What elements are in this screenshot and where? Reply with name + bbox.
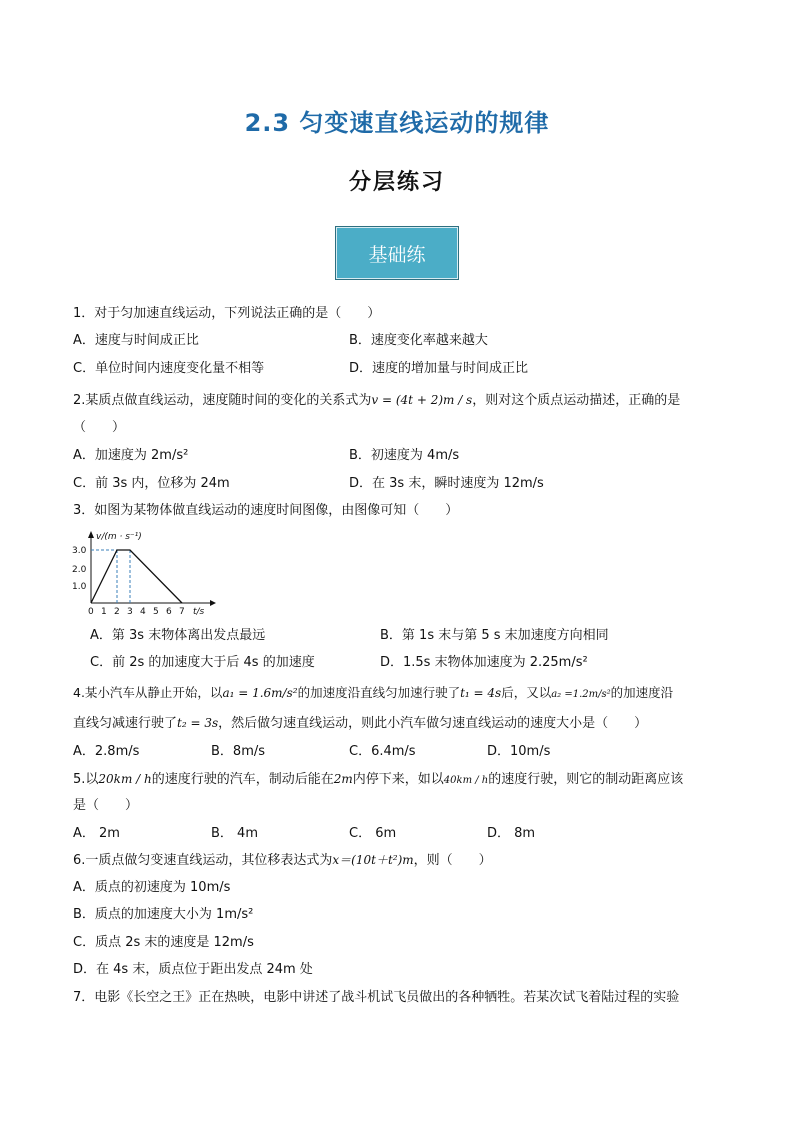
- question-4-text: 的加速度沿直线匀加速行驶了: [297, 685, 461, 700]
- question-3-option-d: D．1.5s 末物体加速度为 2.25m/s²: [380, 655, 588, 670]
- question-4-line-1: [73, 684, 673, 704]
- page-subtitle: 分层练习: [348, 170, 445, 195]
- question-6-text: ，则（ ）: [413, 853, 492, 868]
- question-4-text: 4.某小汽车从静止开始，以: [73, 685, 223, 700]
- question-2-option-d: D．在 3s 末，瞬时速度为 12m/s: [349, 476, 544, 491]
- question-2-formula: v = (4t + 2)m / s: [371, 393, 473, 407]
- question-4-text: 的加速度沿: [610, 685, 674, 700]
- question-5-option-b: B． 4m: [211, 826, 258, 841]
- question-6-option-b: B．质点的加速度大小为 1m/s²: [73, 907, 254, 922]
- question-4-text: 直线匀减速行驶了: [73, 716, 178, 731]
- x-tick-7: 7: [179, 607, 185, 617]
- question-4-option-d: D．10m/s: [487, 744, 551, 759]
- question-4-a2: a₂ =1.2m/s²: [551, 689, 611, 700]
- question-1-option-c: C．单位时间内速度变化量不相等: [73, 361, 265, 376]
- question-4-option-c: C．6.4m/s: [349, 744, 416, 759]
- question-5-line-1: [73, 770, 683, 790]
- question-5-text: 的速度行驶，则它的制动距离应该: [488, 772, 684, 787]
- question-1-option-d: D．速度的增加量与时间成正比: [349, 361, 529, 376]
- question-6-stem: [73, 851, 492, 870]
- question-4-t1: t₁ = 4s: [460, 686, 502, 700]
- question-6-option-a: A．质点的初速度为 10m/s: [73, 880, 231, 895]
- x-tick-6: 6: [166, 607, 172, 617]
- question-2-stem-pre: 2.某质点做直线运动，速度随时间的变化的关系式为: [73, 393, 372, 408]
- question-4-text: ，然后做匀速直线运动，则此小汽车做匀速直线运动的速度大小是（ ）: [218, 716, 648, 731]
- x-tick-3: 3: [127, 607, 133, 617]
- section-badge: 基础练: [335, 226, 459, 280]
- question-1-option-b: B．速度变化率越来越大: [349, 333, 488, 348]
- question-4-a1: a₁ = 1.6m/s²: [222, 686, 298, 700]
- question-7-stem: 7．电影《长空之王》正在热映，电影中讲述了战斗机试飞员做出的各种牺牲。若某次试飞着陆过程的实验: [73, 990, 680, 1005]
- question-4-option-a: A．2.8m/s: [73, 744, 140, 759]
- question-5-text: 5.以: [73, 772, 99, 787]
- velocity-time-graph: [70, 528, 220, 620]
- question-6-option-d: D．在 4s 末，质点位于距出发点 24m 处: [73, 962, 313, 977]
- x-tick-5: 5: [153, 607, 159, 617]
- y-tick-2: 2.0: [72, 565, 87, 575]
- question-4-t2: t₂ = 3s: [177, 716, 219, 730]
- x-axis-arrow-icon: [210, 600, 216, 606]
- question-5-line-2: 是（ ）: [73, 798, 139, 813]
- question-2-stem: [73, 391, 680, 410]
- question-5-d1: 2m: [333, 772, 353, 786]
- question-3-option-a: A．第 3s 末物体离出发点最远: [90, 628, 266, 643]
- x-tick-1: 1: [101, 607, 107, 617]
- question-3-option-c: C．前 2s 的加速度大于后 4s 的加速度: [90, 655, 315, 670]
- page-title: 2.3 匀变速直线运动的规律: [244, 109, 550, 137]
- question-2-option-c: C．前 3s 内，位移为 24m: [73, 476, 230, 491]
- velocity-curve: [91, 550, 182, 603]
- y-axis-label: v/(m · s⁻¹): [96, 532, 142, 542]
- y-tick-1: 1.0: [72, 582, 87, 592]
- question-3-option-b: B．第 1s 末与第 5 s 末加速度方向相同: [380, 628, 609, 643]
- question-1-stem: 1．对于匀加速直线运动，下列说法正确的是（ ）: [73, 306, 381, 321]
- x-tick-4: 4: [140, 607, 146, 617]
- question-4-line-2: [73, 714, 647, 733]
- y-tick-3: 3.0: [72, 546, 87, 556]
- x-tick-2: 2: [114, 607, 120, 617]
- question-2-paren: （ ）: [73, 420, 126, 435]
- question-4-option-b: B．8m/s: [211, 744, 266, 759]
- question-4-text: 后，又以: [501, 685, 552, 700]
- y-axis-arrow-icon: [88, 531, 94, 538]
- question-5-v1: 20km / h: [98, 772, 152, 786]
- question-5-option-c: C． 6m: [349, 826, 397, 841]
- question-6-text: 6.一质点做匀变速直线运动，其位移表达式为: [73, 853, 333, 868]
- question-5-v2: 40km / h: [443, 775, 489, 786]
- question-5-option-d: D． 8m: [487, 826, 536, 841]
- question-2-option-a: A．加速度为 2m/s²: [73, 448, 189, 463]
- x-tick-0: 0: [88, 607, 94, 617]
- question-3-stem: 3．如图为某物体做直线运动的速度时间图像，由图像可知（ ）: [73, 503, 459, 518]
- question-1-option-a: A．速度与时间成正比: [73, 333, 199, 348]
- x-axis-label: t/s: [193, 607, 205, 617]
- question-2-stem-post: ，则对这个质点运动描述，正确的是: [472, 393, 681, 408]
- question-5-text: 内停下来，如以: [352, 772, 444, 787]
- question-2-option-b: B．初速度为 4m/s: [349, 448, 460, 463]
- question-5-text: 的速度行驶的汽车，制动后能在: [151, 772, 334, 787]
- question-6-formula: x＝(10t＋t²)m: [332, 853, 414, 867]
- question-5-option-a: A． 2m: [73, 826, 120, 841]
- question-6-option-c: C．质点 2s 末的速度是 12m/s: [73, 935, 254, 950]
